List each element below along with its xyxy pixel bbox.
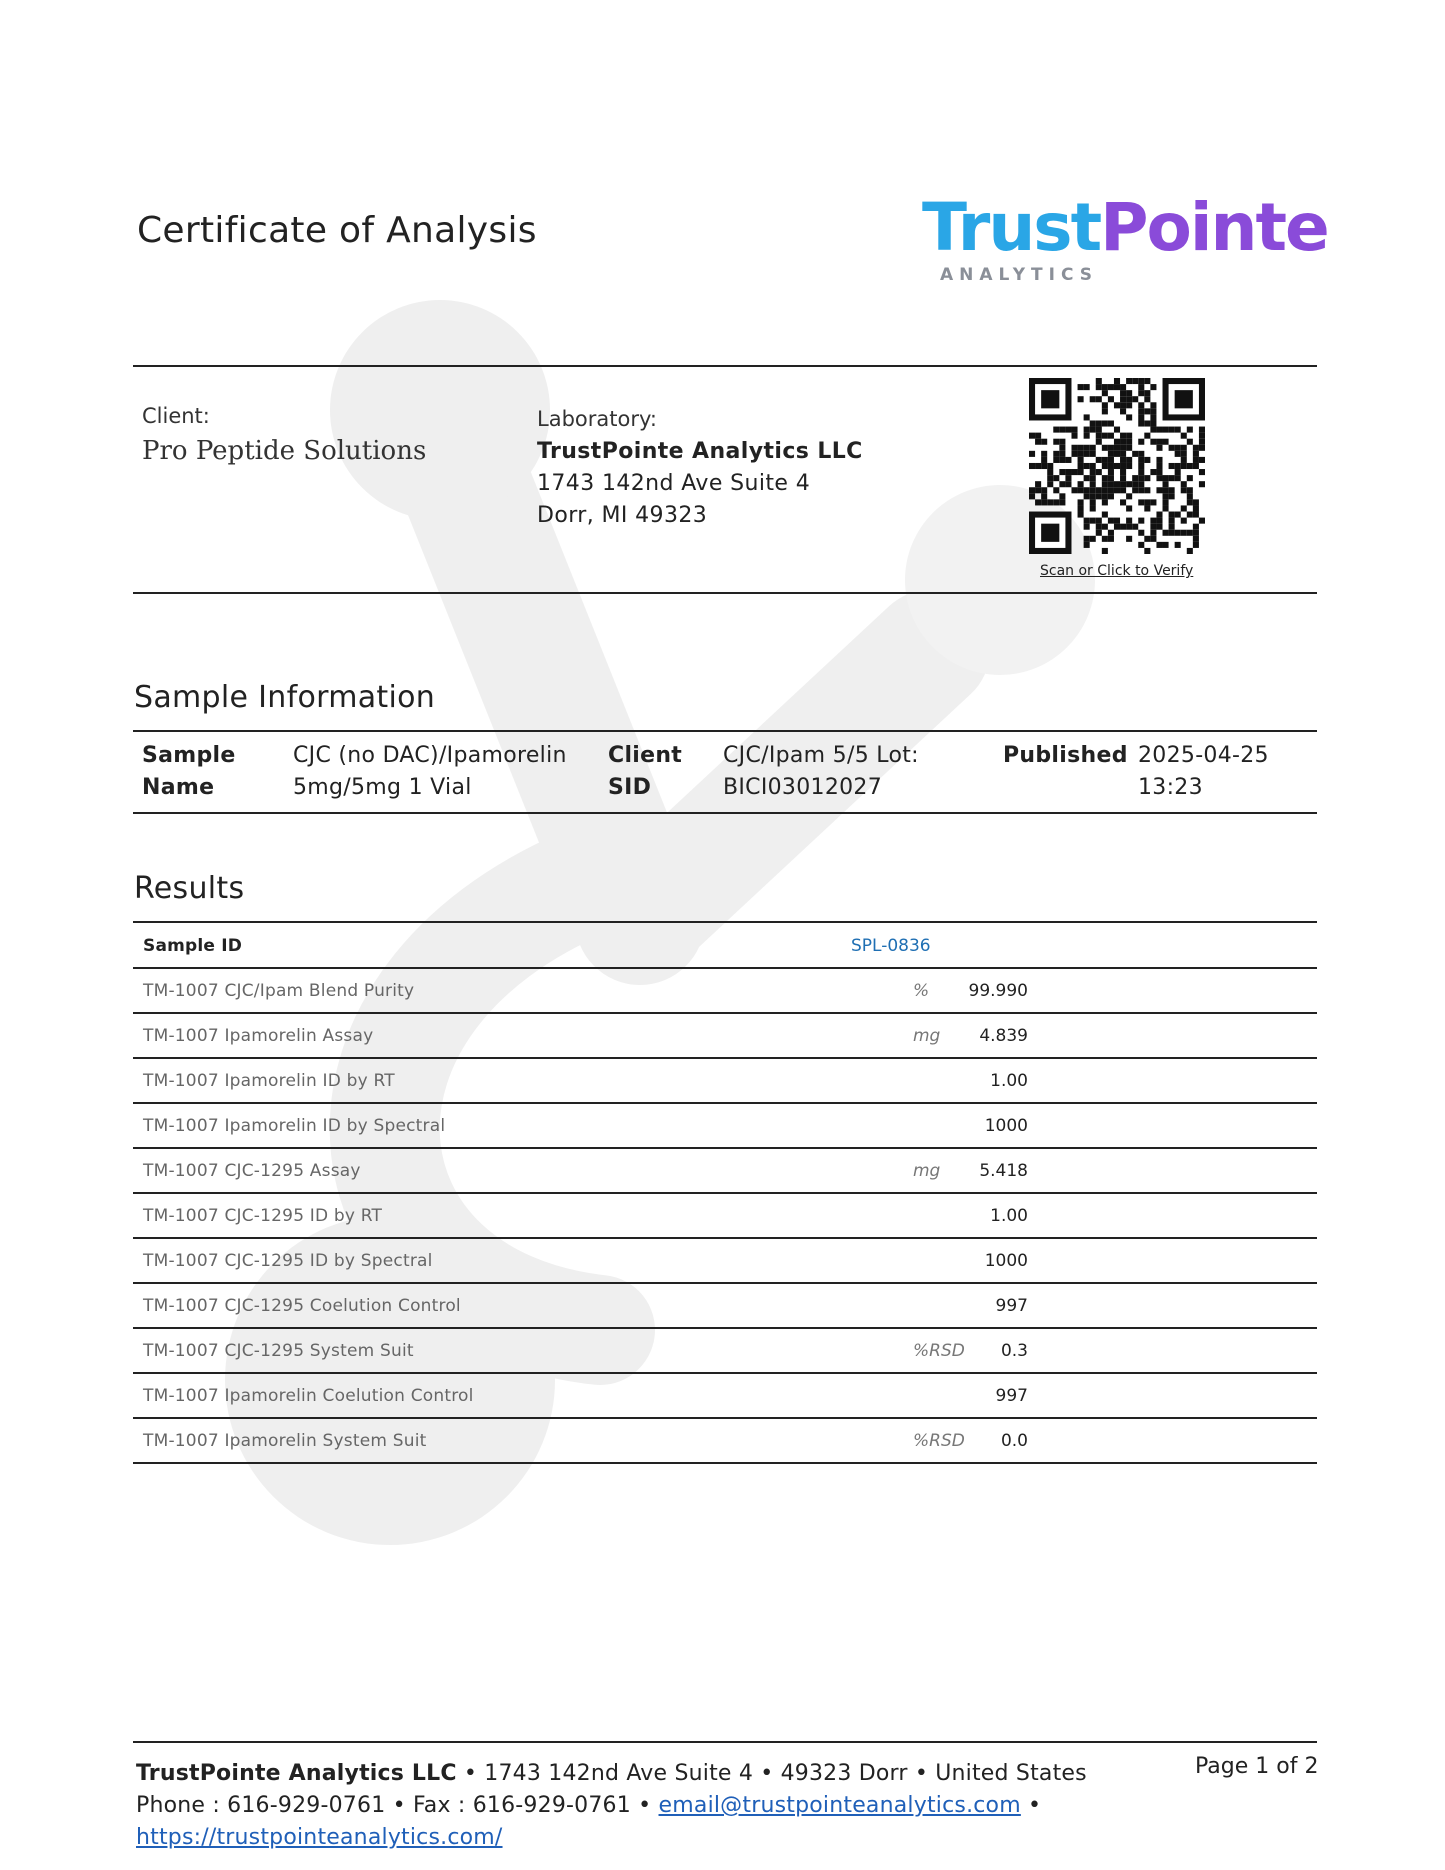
result-value: 4.839 — [979, 1026, 1028, 1046]
result-row — [133, 1284, 1317, 1329]
footer-address: • 1743 142nd Ave Suite 4 • 49323 Dorr • United States — [456, 1761, 1087, 1786]
result-row — [133, 1194, 1317, 1239]
client-sid-line1: CJC/Ipam 5/5 Lot: — [723, 743, 919, 768]
result-value: 0.0 — [1000, 1431, 1028, 1451]
result-row — [133, 1239, 1317, 1284]
results-title: Results — [134, 871, 245, 906]
page-number: Page 1 of 2 — [1195, 1754, 1319, 1779]
laboratory-address-line2: Dorr, MI 49323 — [537, 503, 708, 528]
result-value: 1000 — [984, 1251, 1028, 1271]
divider-header-bottom — [133, 592, 1317, 594]
divider-footer — [133, 1741, 1317, 1743]
divider-results-top — [133, 921, 1317, 923]
result-value: 1000 — [984, 1116, 1028, 1136]
logo-subtitle: ANALYTICS — [940, 265, 1098, 285]
footer-company: TrustPointe Analytics LLC — [136, 1761, 457, 1786]
result-test-name: TM-1007 CJC-1295 ID by RT — [143, 1206, 383, 1226]
footer-phone-fax: Phone : 616-929-0761 • Fax : 616-929-0761 • — [136, 1793, 659, 1818]
result-row — [133, 1014, 1317, 1059]
result-test-name: TM-1007 CJC/Ipam Blend Purity — [143, 981, 415, 1001]
company-logo — [922, 189, 1328, 290]
result-row — [133, 1149, 1317, 1194]
client-name: Pro Peptide Solutions — [142, 436, 427, 466]
results-header-row — [133, 924, 1317, 969]
result-value: 1.00 — [990, 1071, 1028, 1091]
result-test-name: TM-1007 CJC-1295 ID by Spectral — [143, 1251, 433, 1271]
result-test-name: TM-1007 Ipamorelin ID by RT — [143, 1071, 395, 1091]
logo-word-part2: Pointe — [1100, 189, 1328, 266]
result-unit: %RSD — [913, 1431, 965, 1451]
result-test-name: TM-1007 CJC-1295 System Suit — [143, 1341, 414, 1361]
result-row — [133, 1374, 1317, 1419]
divider-top — [133, 365, 1317, 367]
result-value: 5.418 — [979, 1161, 1028, 1181]
laboratory-name: TrustPointe Analytics LLC — [537, 439, 863, 464]
result-row — [133, 1329, 1317, 1374]
laboratory-address-line1: 1743 142nd Ave Suite 4 — [537, 471, 811, 496]
logo-word-part1: Trust — [922, 189, 1101, 266]
verify-link[interactable]: Scan or Click to Verify — [1040, 563, 1194, 579]
result-unit: mg — [913, 1026, 941, 1046]
published-date: 2025-04-25 — [1138, 743, 1269, 768]
client-sid-label-line1: Client — [608, 743, 683, 768]
result-value: 99.990 — [968, 981, 1028, 1001]
sample-name-value — [293, 740, 567, 804]
divider-sample-top — [133, 730, 1317, 732]
client-sid-label — [608, 740, 682, 804]
published-label: Published — [1003, 743, 1128, 768]
client-sid-line2: BICI03012027 — [723, 775, 883, 800]
result-unit: mg — [913, 1161, 941, 1181]
result-row — [133, 1104, 1317, 1149]
result-row — [133, 969, 1317, 1014]
result-value: 997 — [995, 1296, 1028, 1316]
sample-id-label: Sample ID — [143, 936, 243, 956]
sample-id-value[interactable]: SPL-0836 — [851, 936, 931, 956]
result-unit: % — [913, 981, 930, 1001]
result-row — [133, 1419, 1317, 1464]
result-test-name: TM-1007 Ipamorelin ID by Spectral — [143, 1116, 446, 1136]
divider-sample-bottom — [133, 812, 1317, 814]
client-sid-value — [723, 740, 919, 804]
result-test-name: TM-1007 CJC-1295 Assay — [143, 1161, 361, 1181]
sample-information-title: Sample Information — [134, 680, 436, 715]
result-test-name: TM-1007 Ipamorelin System Suit — [143, 1431, 427, 1451]
footer-separator: • — [1020, 1793, 1042, 1818]
result-row — [133, 1059, 1317, 1104]
sample-name-label-line1: Sample — [142, 743, 236, 768]
document-title: Certificate of Analysis — [137, 210, 537, 251]
result-value: 1.00 — [990, 1206, 1028, 1226]
result-test-name: TM-1007 CJC-1295 Coelution Control — [143, 1296, 461, 1316]
logo-wordmark — [922, 189, 1328, 266]
sample-name-line2: 5mg/5mg 1 Vial — [293, 775, 472, 800]
result-unit: %RSD — [913, 1341, 965, 1361]
laboratory-label: Laboratory: — [537, 407, 657, 431]
sample-name-label-line2: Name — [142, 775, 215, 800]
sample-name-line1: CJC (no DAC)/Ipamorelin — [293, 743, 567, 768]
result-value: 0.3 — [1000, 1341, 1028, 1361]
sample-name-label — [142, 740, 236, 804]
published-time: 13:23 — [1138, 775, 1203, 800]
footer — [136, 1758, 1316, 1854]
footer-website-link[interactable]: https://trustpointeanalytics.com/ — [136, 1825, 503, 1850]
result-value: 997 — [995, 1386, 1028, 1406]
client-sid-label-line2: SID — [608, 775, 652, 800]
client-label: Client: — [142, 404, 210, 428]
qr-code[interactable] — [1029, 378, 1205, 554]
result-test-name: TM-1007 Ipamorelin Coelution Control — [143, 1386, 474, 1406]
results-table — [133, 924, 1317, 1464]
published-value — [1138, 740, 1269, 804]
footer-email-link[interactable]: email@trustpointeanalytics.com — [658, 1793, 1021, 1818]
result-test-name: TM-1007 Ipamorelin Assay — [143, 1026, 374, 1046]
results-rows — [133, 969, 1317, 1464]
